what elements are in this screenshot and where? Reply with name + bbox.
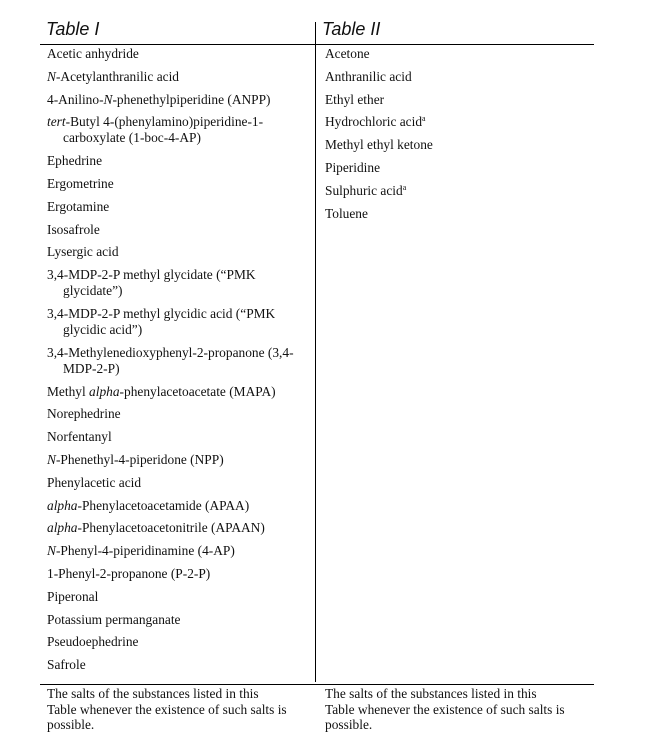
item-text: 3,4-MDP-2-P methyl glycidic acid (“PMK glycidic acid”) [47,305,276,337]
tables-page [40,16,594,746]
item-text: 3,4-MDP-2-P methyl glycidate (“PMK glycidate”) [47,267,256,299]
list-item [47,306,309,338]
item-text: Ergometrine [47,175,114,191]
list-item [47,267,309,299]
item-text: -phenylacetoacetate (MAPA) [119,383,276,399]
item-text: 3,4-Methylenedioxyphenyl-2-propanone (3,4-MDP-2-P) [47,344,294,376]
list-item [325,92,587,108]
item-text: Anthranilic acid [325,68,412,84]
item-text: Methyl ethyl ketone [325,137,433,153]
list-item [47,406,309,422]
table-1-list [47,46,309,680]
list-item [47,612,309,628]
column-divider [315,22,316,682]
item-text: -Acetylanthranilic acid [55,68,179,84]
item-text: Methyl [47,383,90,399]
table-1-title: Table I [46,19,100,39]
item-text: N [47,543,56,559]
list-item [47,634,309,650]
footnote-marker: a [402,182,407,192]
table-2-footnote: The salts of the substances listed in this Table whenever the existence of such salts is possible. [325,686,565,732]
list-item [47,345,309,377]
item-text: alpha [47,497,78,513]
item-text: -Phenyl-4-piperidinamine (4-AP) [55,543,235,559]
list-item [325,183,587,199]
list-item [325,206,587,222]
footnote-marker: a [422,114,426,124]
item-text: 1-Phenyl-2-propanone (P-2-P) [47,565,211,581]
item-text: -Phenethyl-4-piperidone (NPP) [55,451,224,467]
list-item [47,114,309,146]
list-item [47,222,309,238]
footer-rule [40,684,594,685]
list-item [47,92,309,108]
list-item [47,520,309,536]
list-item [47,429,309,445]
list-item [47,543,309,559]
item-text: 4-Anilino- [47,91,104,107]
item-text: Safrole [47,657,86,673]
header-rule [40,44,594,45]
list-item [47,153,309,169]
item-text: Isosafrole [47,221,100,237]
item-text: -Phenylacetoacetamide (APAA) [77,497,250,513]
item-text: Acetone [325,46,370,61]
list-item [47,657,309,673]
item-text: Potassium permanganate [47,611,181,627]
list-item [325,137,587,153]
item-text: Toluene [325,205,368,221]
item-text: Ergotamine [47,198,110,214]
list-item [47,244,309,260]
table-1-column [40,16,312,673]
table-2-list [325,46,587,228]
list-item [47,452,309,468]
item-text: Norephedrine [47,406,121,422]
item-text: Phenylacetic acid [47,474,142,490]
item-text: tert [47,114,66,130]
list-item [47,199,309,215]
item-text: Piperidine [325,159,381,175]
list-item [325,46,587,62]
list-item [47,69,309,85]
item-text: N [103,91,113,107]
list-item [47,176,309,192]
list-item [325,69,587,85]
table-2-column [316,16,596,221]
list-item [47,475,309,491]
list-item [47,498,309,514]
item-text: -Butyl 4-(phenylamino)piperidine-1-carboxylate (1-boc-4-AP) [63,114,264,146]
item-text: alpha [89,383,120,399]
item-text: Sulphuric acid [325,182,403,198]
item-text: N [47,451,56,467]
list-item [47,46,309,62]
table-1-footnote: The salts of the substances listed in this Table whenever the existence of such salts is possible. [47,686,287,732]
list-item [47,589,309,605]
item-text: -Phenylacetoacetonitrile (APAAN) [77,520,265,536]
item-text: Acetic anhydride [47,46,139,61]
item-text: Piperonal [47,588,99,604]
item-text: N [47,68,56,84]
item-text: alpha [47,520,78,536]
item-text: Hydrochloric acid [325,114,423,130]
list-item [325,114,587,130]
item-text: Ethyl ether [325,91,385,107]
item-text: -phenethylpiperidine (ANPP) [112,91,271,107]
list-item [325,160,587,176]
table-2-title: Table II [322,19,381,39]
item-text: Lysergic acid [47,244,119,260]
item-text: Pseudoephedrine [47,634,139,650]
list-item [47,566,309,582]
list-item [47,384,309,400]
item-text: Norfentanyl [47,429,112,445]
item-text: Ephedrine [47,153,103,169]
